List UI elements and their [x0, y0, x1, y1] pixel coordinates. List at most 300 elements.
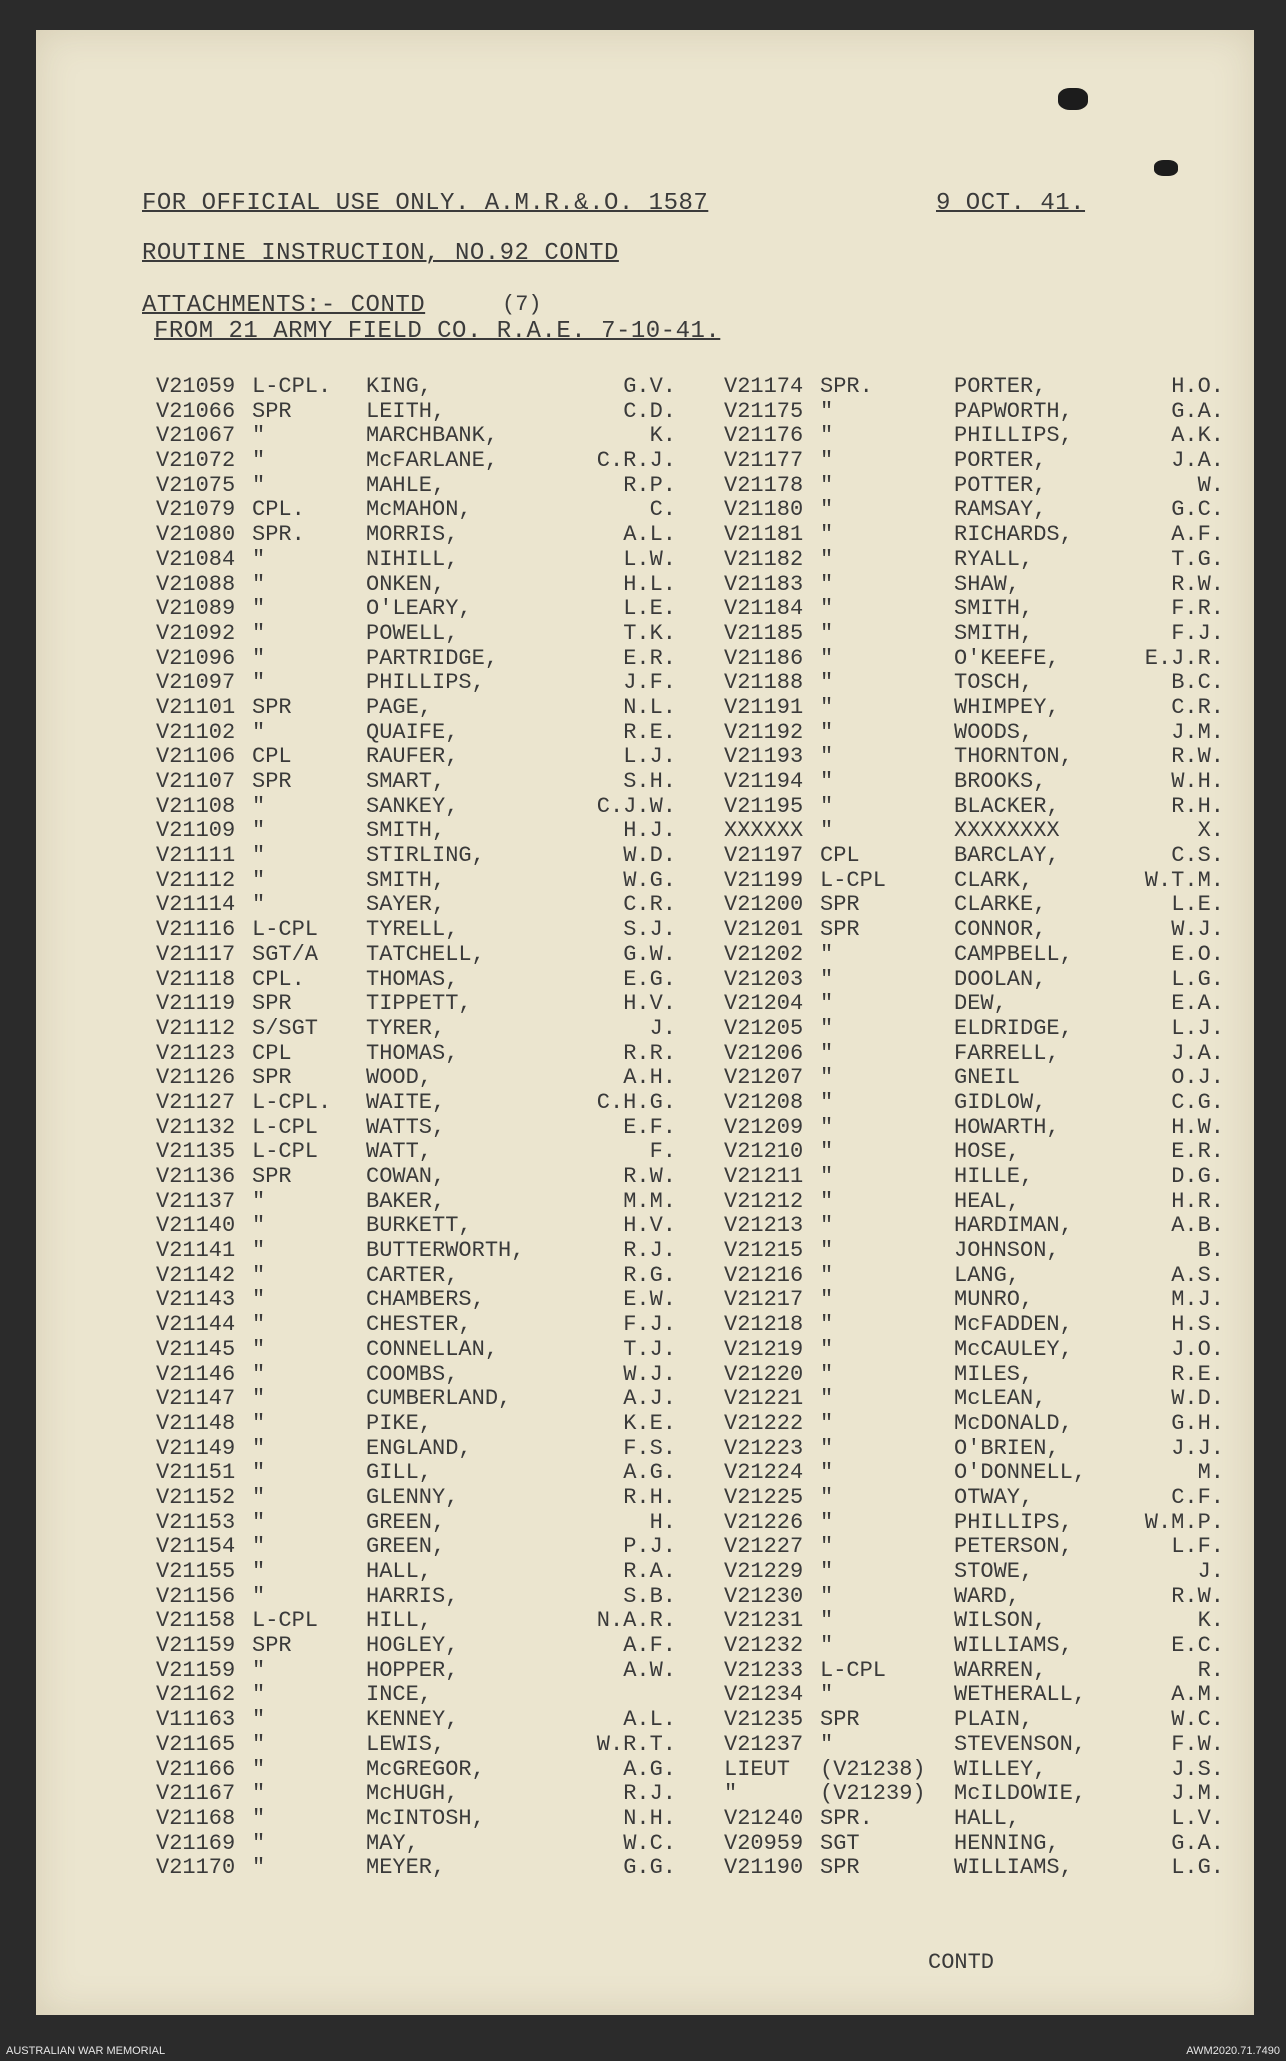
roster-row — [724, 448, 1224, 473]
roster-row — [156, 448, 676, 473]
surname: HARDIMAN, — [954, 1213, 1073, 1239]
rank: " — [820, 1213, 834, 1239]
surname: STIRLING, — [366, 843, 485, 869]
surname: O'LEARY, — [366, 596, 472, 622]
rank: " — [820, 1682, 834, 1708]
initials: R.W. — [1171, 1583, 1224, 1609]
roster-row — [724, 596, 1224, 621]
service-number: V21118 — [156, 966, 236, 992]
initials: J.F. — [623, 670, 676, 696]
initials: R.J. — [623, 1781, 676, 1807]
roster-row — [724, 1510, 1224, 1535]
rank: " — [820, 423, 834, 449]
roster-row — [724, 1534, 1224, 1559]
service-number: V21230 — [724, 1583, 804, 1609]
rank: " — [252, 1410, 266, 1436]
initials: A.F. — [623, 1633, 676, 1659]
service-number: V21151 — [156, 1460, 236, 1486]
surname: ONKEN, — [366, 571, 446, 597]
service-number: V21193 — [724, 744, 804, 770]
initials: K.E. — [623, 1410, 676, 1436]
rank: " — [820, 1262, 834, 1288]
surname: MILES, — [954, 1361, 1034, 1387]
roster-row — [156, 1732, 676, 1757]
rank: " — [820, 645, 834, 671]
rank: " — [820, 596, 834, 622]
rank: " — [820, 1435, 834, 1461]
rank: " — [820, 1534, 834, 1560]
rank: L-CPL. — [252, 374, 332, 399]
service-number: V21185 — [724, 620, 804, 646]
rank: " — [252, 1559, 266, 1584]
service-number: V21114 — [156, 892, 236, 918]
service-number: V21191 — [724, 694, 804, 720]
initials: E.R. — [623, 645, 676, 671]
initials: N.H. — [623, 1805, 676, 1831]
initials: W.R.T. — [596, 1731, 676, 1757]
service-number: V21141 — [156, 1238, 236, 1264]
surname: CAMPBELL, — [954, 941, 1073, 967]
rank: SPR — [252, 1065, 292, 1091]
surname: STOWE, — [954, 1559, 1034, 1584]
roster-row — [724, 1362, 1224, 1387]
rank: " — [252, 1287, 266, 1313]
initials: R.E. — [623, 719, 676, 745]
rank: " — [820, 1065, 834, 1091]
rank: SPR — [820, 917, 860, 943]
initials: L.G. — [1171, 1855, 1224, 1881]
service-number: V21117 — [156, 941, 236, 967]
roster-row — [156, 1065, 676, 1090]
service-number: V21152 — [156, 1484, 236, 1510]
service-number: V21089 — [156, 596, 236, 622]
surname: BLACKER, — [954, 793, 1060, 819]
surname: HEAL, — [954, 1188, 1021, 1214]
surname: McFARLANE, — [366, 448, 499, 474]
roster-row — [724, 1312, 1224, 1337]
initials: A.F. — [1171, 522, 1224, 548]
roster-row — [156, 1115, 676, 1140]
rank: " — [820, 991, 834, 1017]
rank: " — [820, 1583, 834, 1609]
surname: XXXXXXXX — [954, 818, 1060, 844]
initials: W.J. — [623, 1361, 676, 1387]
roster-row — [156, 1781, 676, 1806]
service-number: LIEUT — [724, 1756, 791, 1782]
rank: SPR. — [820, 374, 873, 399]
service-number: V21126 — [156, 1065, 236, 1091]
surname: PIKE, — [366, 1410, 433, 1436]
service-number: V21180 — [724, 497, 804, 523]
rank: " — [820, 1164, 834, 1189]
surname: MAHLE, — [366, 472, 446, 498]
surname: CLARK, — [954, 867, 1034, 893]
roster-row — [156, 646, 676, 671]
surname: O'BRIEN, — [954, 1435, 1060, 1461]
header-title: ROUTINE INSTRUCTION, NO.92 CONTD — [142, 240, 619, 267]
initials: F.R. — [1171, 596, 1224, 622]
service-number: V21240 — [724, 1805, 804, 1831]
initials: G.H. — [1171, 1410, 1224, 1436]
service-number: V21153 — [156, 1509, 236, 1535]
initials: C.D. — [623, 398, 676, 424]
surname: WILLIAMS, — [954, 1633, 1073, 1659]
surname: KENNEY, — [366, 1707, 459, 1733]
service-number: V21232 — [724, 1633, 804, 1659]
roster-row — [724, 670, 1224, 695]
initials: W.D. — [623, 843, 676, 869]
rank: " — [820, 1484, 834, 1510]
initials: E.R. — [1171, 1139, 1224, 1165]
surname: WETHERALL, — [954, 1682, 1087, 1708]
service-number: V21177 — [724, 448, 804, 474]
roster-row — [156, 1633, 676, 1658]
rank: SPR — [252, 398, 292, 424]
surname: HOWARTH, — [954, 1114, 1060, 1140]
rank: (V21239) — [820, 1781, 926, 1807]
service-number: V21112 — [156, 867, 236, 893]
initials: C.H.G. — [596, 1089, 676, 1115]
initials: H.V. — [623, 1213, 676, 1239]
surname: DEW, — [954, 991, 1007, 1017]
roster-row — [724, 1831, 1224, 1856]
surname: BURKETT, — [366, 1213, 472, 1239]
rank: SPR — [252, 694, 292, 720]
rank: " — [820, 1386, 834, 1412]
roster-row — [156, 991, 676, 1016]
rank: " — [820, 571, 834, 597]
roster-row — [724, 1337, 1224, 1362]
initials: F.J. — [623, 1312, 676, 1338]
roster-row — [156, 572, 676, 597]
surname: GREEN, — [366, 1509, 446, 1535]
service-number: V21143 — [156, 1287, 236, 1313]
roster-row — [156, 917, 676, 942]
initials: X. — [1197, 818, 1224, 844]
initials: R.H. — [623, 1484, 676, 1510]
rank: " — [820, 1559, 834, 1584]
service-number: V21183 — [724, 571, 804, 597]
initials: T.G. — [1171, 546, 1224, 572]
surname: CHESTER, — [366, 1312, 472, 1338]
initials: H.L. — [623, 571, 676, 597]
service-number: V21197 — [724, 843, 804, 869]
surname: PHILLIPS, — [954, 423, 1073, 449]
service-number: V21202 — [724, 941, 804, 967]
roster-row — [724, 1263, 1224, 1288]
roster-row — [156, 942, 676, 967]
roster-row — [724, 1213, 1224, 1238]
roster-row — [724, 1065, 1224, 1090]
surname: WAITE, — [366, 1089, 446, 1115]
surname: McMAHON, — [366, 497, 472, 523]
service-number: V21218 — [724, 1312, 804, 1338]
initials: J. — [649, 1015, 676, 1041]
rank: " — [820, 1336, 834, 1362]
surname: TOSCH, — [954, 670, 1034, 696]
left-roster — [156, 374, 676, 1880]
roster-row — [724, 942, 1224, 967]
rank: (V21238) — [820, 1756, 926, 1782]
surname: SMITH, — [366, 818, 446, 844]
surname: STEVENSON, — [954, 1731, 1087, 1757]
roster-row — [724, 374, 1224, 399]
roster-row — [156, 744, 676, 769]
roster-row — [156, 843, 676, 868]
rank: " — [820, 1509, 834, 1535]
surname: PORTER, — [954, 374, 1047, 399]
service-number: V21231 — [724, 1608, 804, 1634]
roster-row — [724, 1584, 1224, 1609]
surname: HALL, — [954, 1805, 1021, 1831]
surname: POWELL, — [366, 620, 459, 646]
roster-row — [724, 868, 1224, 893]
rank: SGT/A — [252, 941, 319, 967]
initials: A.W. — [623, 1657, 676, 1683]
surname: COOMBS, — [366, 1361, 459, 1387]
roster-row — [724, 497, 1224, 522]
surname: MORRIS, — [366, 522, 459, 548]
service-number: V21237 — [724, 1731, 804, 1757]
initials: G.C. — [1171, 497, 1224, 523]
service-number: V21206 — [724, 1040, 804, 1066]
roster-row — [724, 720, 1224, 745]
attachments-heading: ATTACHMENTS:- CONTD — [142, 292, 426, 319]
unit-heading: FROM 21 ARMY FIELD CO. R.A.E. 7-10-41. — [154, 318, 721, 345]
roster-row — [156, 522, 676, 547]
rank: " — [252, 596, 266, 622]
surname: SHAW, — [954, 571, 1021, 597]
roster-row — [156, 967, 676, 992]
surname: TATCHELL, — [366, 941, 485, 967]
surname: McINTOSH, — [366, 1805, 485, 1831]
initials: L.J. — [623, 744, 676, 770]
initials: H.W. — [1171, 1114, 1224, 1140]
roster-row — [156, 1806, 676, 1831]
roster-row — [724, 1041, 1224, 1066]
rank: " — [252, 1781, 266, 1807]
initials: G.A. — [1171, 1830, 1224, 1856]
roster-row — [156, 596, 676, 621]
service-number: V21186 — [724, 645, 804, 671]
initials: J.S. — [1171, 1756, 1224, 1782]
page-number: (7) — [502, 292, 542, 317]
roster-row — [724, 1164, 1224, 1189]
service-number: V21174 — [724, 374, 804, 399]
surname: GILL, — [366, 1460, 433, 1486]
rank: " — [252, 1262, 266, 1288]
surname: McHUGH, — [366, 1781, 459, 1807]
rank: " — [820, 1312, 834, 1338]
service-number: V21168 — [156, 1805, 236, 1831]
roster-row — [156, 547, 676, 572]
initials: L.E. — [1171, 892, 1224, 918]
roster-row — [724, 621, 1224, 646]
rank: SPR — [252, 769, 292, 794]
surname: MAY, — [366, 1830, 419, 1856]
rank: " — [820, 719, 834, 745]
rank: " — [820, 694, 834, 720]
initials: L.F. — [1171, 1534, 1224, 1560]
surname: HOGLEY, — [366, 1633, 459, 1659]
initials: R.G. — [623, 1262, 676, 1288]
initials: L.V. — [1171, 1805, 1224, 1831]
roster-row — [156, 720, 676, 745]
roster-row — [724, 1238, 1224, 1263]
surname: INCE, — [366, 1682, 433, 1708]
initials: A.H. — [623, 1065, 676, 1091]
document-page — [36, 30, 1254, 2015]
initials: M. — [1197, 1460, 1224, 1486]
initials: R.P. — [623, 472, 676, 498]
initials: C.R. — [623, 892, 676, 918]
rank: " — [820, 670, 834, 696]
rank: " — [252, 1213, 266, 1239]
service-number: V21072 — [156, 448, 236, 474]
rank: " — [820, 1361, 834, 1387]
rank: CPL. — [252, 497, 305, 523]
roster-row — [156, 1510, 676, 1535]
service-number: V21080 — [156, 522, 236, 548]
service-number: V21107 — [156, 769, 236, 794]
service-number: V21223 — [724, 1435, 804, 1461]
initials: S.J. — [623, 917, 676, 943]
service-number: V21169 — [156, 1830, 236, 1856]
surname: WILLEY, — [954, 1756, 1047, 1782]
roster-row — [724, 1757, 1224, 1782]
initials: J.J. — [1171, 1435, 1224, 1461]
rank: " — [820, 744, 834, 770]
rank: S/SGT — [252, 1015, 319, 1041]
initials: R. — [1197, 1657, 1224, 1683]
initials: E.C. — [1171, 1633, 1224, 1659]
initials: H. — [649, 1509, 676, 1535]
service-number: V21226 — [724, 1509, 804, 1535]
rank: " — [820, 1460, 834, 1486]
initials: W.M.P. — [1144, 1509, 1224, 1535]
roster-row — [156, 868, 676, 893]
service-number: V21201 — [724, 917, 804, 943]
roster-row — [724, 769, 1224, 794]
surname: PARTRIDGE, — [366, 645, 499, 671]
surname: SMITH, — [366, 867, 446, 893]
roster-row — [724, 646, 1224, 671]
roster-row — [724, 991, 1224, 1016]
surname: O'KEEFE, — [954, 645, 1060, 671]
roster-row — [724, 1460, 1224, 1485]
service-number: V21194 — [724, 769, 804, 794]
rank: " — [252, 1583, 266, 1609]
archive-caption-left: AUSTRALIAN WAR MEMORIAL — [6, 2045, 166, 2057]
surname: SMITH, — [954, 596, 1034, 622]
rank: CPL — [820, 843, 860, 869]
rank: " — [252, 670, 266, 696]
initials: H.V. — [623, 991, 676, 1017]
surname: MEYER, — [366, 1855, 446, 1881]
rank: " — [252, 1509, 266, 1535]
roster-row — [156, 1559, 676, 1584]
roster-row — [156, 374, 676, 399]
rank: " — [252, 867, 266, 893]
roster-row — [156, 1041, 676, 1066]
service-number: V21101 — [156, 694, 236, 720]
surname: CARTER, — [366, 1262, 459, 1288]
rank: " — [252, 423, 266, 449]
service-number: V21059 — [156, 374, 236, 399]
rank: " — [252, 1435, 266, 1461]
surname: HILLE, — [954, 1164, 1034, 1189]
surname: PETERSON, — [954, 1534, 1073, 1560]
rank: " — [820, 1015, 834, 1041]
rank: " — [252, 472, 266, 498]
rank: " — [252, 1188, 266, 1214]
rank: L-CPL — [252, 917, 319, 943]
roster-row — [156, 892, 676, 917]
roster-row — [724, 1016, 1224, 1041]
service-number: V21222 — [724, 1410, 804, 1436]
service-number: V21165 — [156, 1731, 236, 1757]
surname: BARCLAY, — [954, 843, 1060, 869]
rank: " — [820, 769, 834, 794]
rank: " — [252, 1534, 266, 1560]
service-number: V21149 — [156, 1435, 236, 1461]
service-number: V21159 — [156, 1633, 236, 1659]
service-number: V21111 — [156, 843, 236, 869]
service-number: V21233 — [724, 1657, 804, 1683]
roster-row — [156, 1485, 676, 1510]
rank: " — [252, 892, 266, 918]
service-number: V21106 — [156, 744, 236, 770]
service-number: V21079 — [156, 497, 236, 523]
rank: " — [252, 1805, 266, 1831]
rank: " — [252, 1830, 266, 1856]
initials: K. — [649, 423, 676, 449]
roster-row — [156, 1238, 676, 1263]
rank: SPR — [252, 1164, 292, 1189]
initials: C.G. — [1171, 1089, 1224, 1115]
roster-row — [156, 1386, 676, 1411]
roster-row — [724, 1386, 1224, 1411]
initials: C.J.W. — [596, 793, 676, 819]
roster-row — [724, 1682, 1224, 1707]
service-number: V21066 — [156, 398, 236, 424]
header-line1: FOR OFFICIAL USE ONLY. A.M.R.&.O. 1587 — [142, 190, 709, 217]
roster-row — [724, 1855, 1224, 1880]
surname: O'DONNELL, — [954, 1460, 1087, 1486]
surname: COWAN, — [366, 1164, 446, 1189]
rank: " — [820, 1410, 834, 1436]
roster-row — [724, 473, 1224, 498]
initials: G.G. — [623, 1855, 676, 1881]
initials: A.K. — [1171, 423, 1224, 449]
rank: " — [252, 571, 266, 597]
rank: SPR — [252, 1633, 292, 1659]
roster-row — [724, 892, 1224, 917]
rank: " — [252, 1336, 266, 1362]
initials: A.G. — [623, 1460, 676, 1486]
surname: RAMSAY, — [954, 497, 1047, 523]
initials: C.R.J. — [596, 448, 676, 474]
service-number: V21210 — [724, 1139, 804, 1165]
surname: TYRER, — [366, 1015, 446, 1041]
rank: " — [820, 1633, 834, 1659]
initials: R.R. — [623, 1040, 676, 1066]
rank: " — [820, 818, 834, 844]
service-number: V21159 — [156, 1657, 236, 1683]
surname: PORTER, — [954, 448, 1047, 474]
surname: McFADDEN, — [954, 1312, 1073, 1338]
surname: WOOD, — [366, 1065, 433, 1091]
